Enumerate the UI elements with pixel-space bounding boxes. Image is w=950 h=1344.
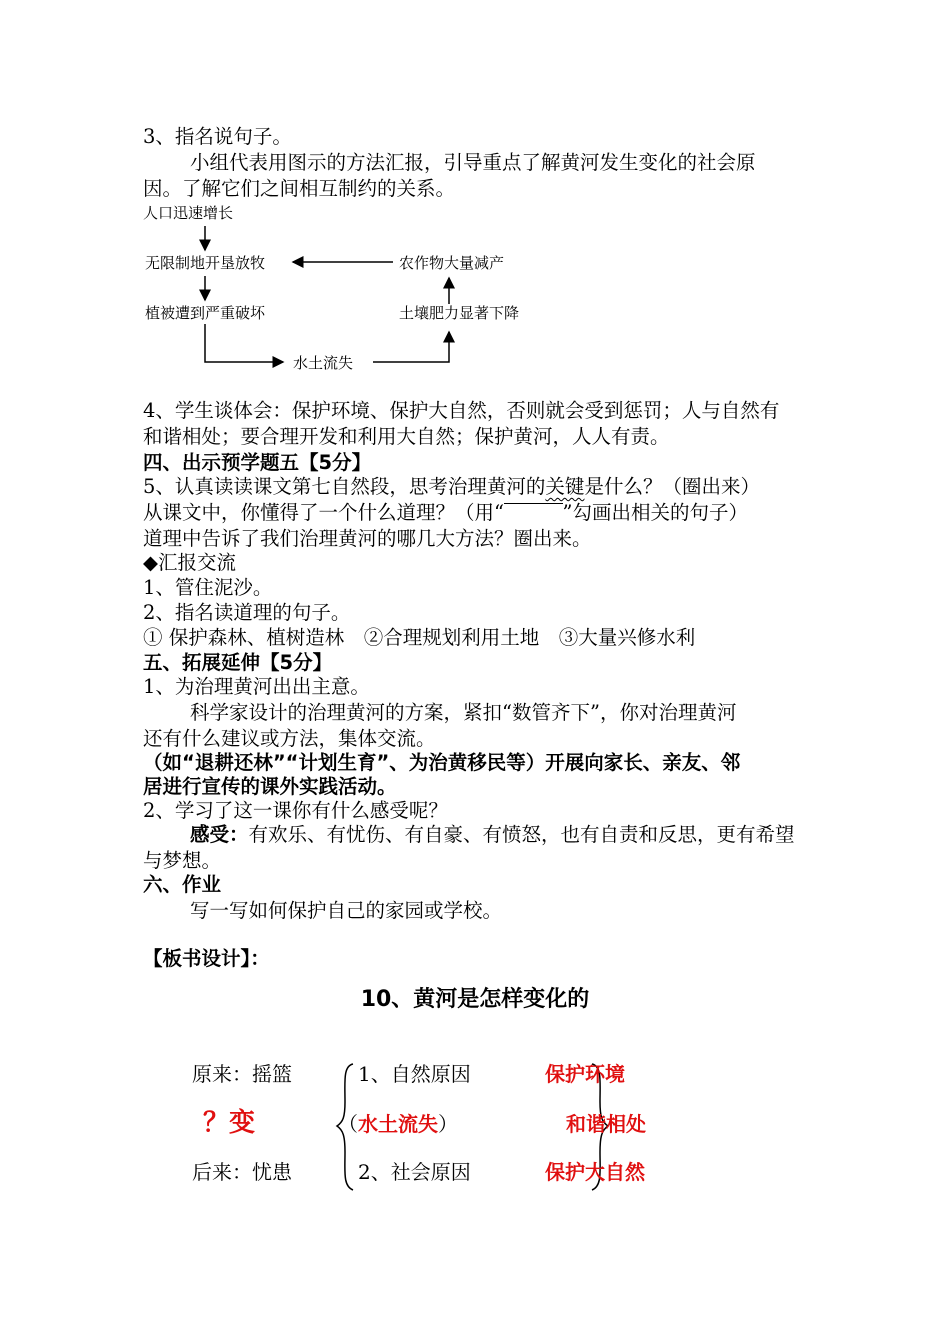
board-title: 10、黄河是怎样变化的: [360, 987, 590, 1012]
cause-flow-diagram: [143, 200, 563, 390]
mark-symbol: [504, 503, 563, 522]
section-5-heading: 五、拓展延伸【5分】: [143, 651, 333, 674]
paragraph-report: 小组代表用图示的方法汇报，引导重点了解黄河发生变化的社会原: [190, 151, 756, 174]
question-5-line3: 道理中告诉了我们治理黄河的哪几大方法？圈出来。: [143, 527, 592, 550]
extend-item-2: 2、学习了这一课你有什么感受呢？: [143, 799, 448, 822]
step-4-text: 4、学生谈体会：保护环境、保护大自然，否则就会受到惩罚；人与自然有: [143, 399, 780, 422]
paren-close: ）: [438, 1112, 458, 1136]
board-protect-nature: 保护大自然: [545, 1160, 645, 1184]
node-vegetation: 植被遭到严重破坏: [145, 304, 266, 322]
paragraph-report-cont: 因。了解它们之间相互制约的关系。: [143, 177, 456, 200]
paren-open: （: [338, 1112, 358, 1136]
extend-bold-line: （如“退耕还林”“计划生育”、为治黄移民等）开展向家长、亲友、邻: [143, 751, 741, 774]
homework-text: 写一写如何保护自己的家园或学校。: [190, 899, 503, 922]
feelings-label: 感受：: [190, 823, 249, 846]
extend-paragraph: 科学家设计的治理黄河的方案，紧扣“数管齐下”，你对治理黄河: [190, 701, 737, 724]
node-soil-erosion: 水土流失: [293, 354, 354, 372]
section-6-heading: 六、作业: [143, 873, 222, 896]
section-4-heading: 四、出示预学题五【5分】: [143, 451, 372, 474]
board-change: ？变: [203, 1108, 256, 1138]
question-5: [143, 474, 760, 500]
board-design-label: 【板书设计】：: [143, 947, 270, 970]
board-erosion: 水土流失: [358, 1112, 438, 1136]
report-heading: ◆汇报交流: [143, 551, 236, 574]
report-item-2: 2、指名读道理的句子。: [143, 601, 351, 624]
question-5-keyword: 关键: [545, 475, 585, 498]
node-crop-decline: 农作物大量减产: [399, 254, 505, 272]
step-3-text: 3、指名说句子。: [143, 125, 292, 148]
node-soil-fertility: 土壤肥力显著下降: [399, 304, 520, 322]
question-5-line2-c: ”勾画出相关的句子）: [562, 501, 748, 524]
board-before: 原来：摇篮: [192, 1062, 292, 1086]
feelings-line: [190, 822, 795, 848]
step-4-text-cont: 和谐相处；要合理开发和利用大自然；保护黄河，人人有责。: [143, 425, 670, 448]
board-harmony: 和谐相处: [566, 1112, 646, 1136]
question-5-c: 是什么？（圈出来）: [584, 475, 760, 498]
question-5-a: 5、认真读读课文第七自然段，思考治理黄河的: [143, 475, 546, 498]
question-5-line2: [143, 500, 748, 526]
extend-item-1: 1、为治理黄河出出主意。: [143, 675, 370, 698]
node-overgrazing: 无限制地开垦放牧: [145, 254, 266, 272]
board-protect-env: 保护环境: [545, 1062, 625, 1086]
board-after: 后来：忧患: [192, 1160, 292, 1184]
methods-list: ① 保护森林、植树造林 ②合理规划利用土地 ③大量兴修水利: [143, 626, 696, 649]
extend-paragraph-cont: 还有什么建议或方法，集体交流。: [143, 727, 436, 750]
question-5-line2-a: 从课文中，你懂得了一个什么道理？（用“: [143, 501, 504, 524]
feelings-text: 有欢乐、有忧伤、有自豪、有愤怒，也有自责和反思，更有希望: [248, 823, 795, 846]
board-natural-cause: 1、自然原因: [358, 1062, 471, 1086]
board-social-cause: 2、社会原因: [358, 1160, 471, 1184]
feelings-line-cont: 与梦想。: [143, 849, 222, 872]
board-erosion-line: [338, 1108, 458, 1137]
extend-bold-line-cont: 居进行宣传的课外实践活动。: [143, 775, 397, 798]
node-population: 人口迅速增长: [143, 204, 234, 222]
report-item-1: 1、管住泥沙。: [143, 576, 273, 599]
